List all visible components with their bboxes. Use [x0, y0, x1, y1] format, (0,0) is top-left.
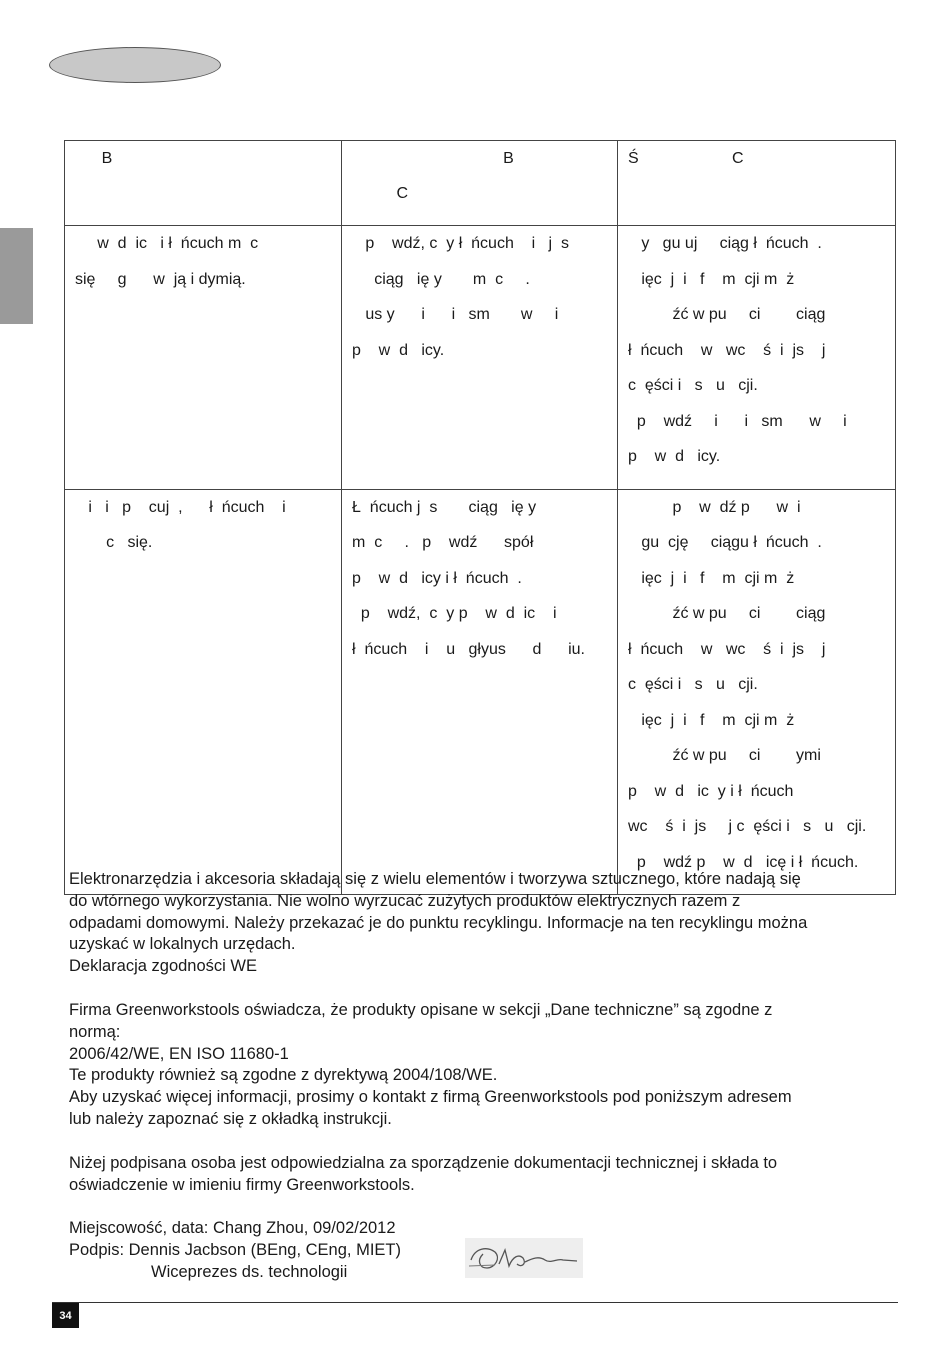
recycling-line: do wtórnego wykorzystania. Nie wolno wyrzucać zużytych produktów elektrycznych razem z — [69, 891, 741, 910]
cell-solution — [618, 226, 896, 490]
language-side-tab — [0, 228, 33, 324]
header-cell-solution — [618, 141, 896, 226]
declaration-line: 2006/42/WE, EN ISO 11680-1 — [69, 1044, 289, 1063]
cell-line: ł ńcuch w wc ś i js j — [628, 341, 826, 359]
cell-line: w d ic i ł ńcuch m c — [75, 235, 259, 252]
cell-line: p w d icy. — [628, 448, 721, 465]
header-cell-problem — [65, 141, 342, 226]
cell-line: ł ńcuch w wc ś i js j — [628, 640, 826, 658]
cell-line: m c . p wdź spół — [352, 534, 534, 551]
cell-line: źć w pu ci ymi — [628, 747, 821, 764]
recycling-line: Elektronarzędzia i akcesoria składają się z wielu elementów i tworzywa sztucznego, które nadają się — [69, 870, 801, 888]
cell-line: ięc j i f m cji m ż — [628, 270, 795, 288]
cell-line: p wdź, c y ł ńcuch i j s — [352, 235, 569, 252]
cell-solution — [618, 489, 896, 895]
table-row — [65, 489, 896, 895]
responsible-line: Niżej podpisana osoba jest odpowiedzialna za sporządzenie dokumentacji technicznej i składa to — [69, 1153, 778, 1172]
cell-line: ięc j i f m cji m ż — [628, 711, 795, 729]
cell-line: p w d icy. — [352, 341, 445, 359]
signature-line: Podpis: Dennis Jacbson (BEng, CEng, MIET) — [69, 1241, 401, 1260]
cell-problem — [65, 226, 342, 490]
cell-line: p w d icy i ł ńcuch . — [352, 569, 522, 587]
header-line: B — [352, 150, 514, 167]
table-row — [65, 226, 896, 490]
cell-line: c ęści i s u cji. — [628, 676, 758, 693]
cell-problem — [65, 489, 342, 895]
signature-image — [465, 1238, 583, 1278]
declaration-line: Te produkty również są zgodne z dyrektywą 2004/108/WE. — [69, 1066, 498, 1085]
cell-line: ięc j i f m cji m ż — [628, 569, 795, 587]
cell-cause — [342, 226, 618, 490]
declaration-line: Aby uzyskać więcej informacji, prosimy o kontakt z firmą Greenworkstools pod poniższym adresem — [69, 1088, 792, 1107]
table-header-row — [65, 141, 896, 226]
cell-line: Ł ńcuch j s ciąg ię y — [352, 498, 537, 516]
declaration-line: lub należy zapoznać się z okładką instrukcji. — [69, 1109, 392, 1128]
header-line: B — [75, 150, 113, 167]
cell-line: c się. — [75, 534, 153, 551]
section-oval-marker — [49, 47, 221, 83]
declaration-title: Deklaracja zgodności WE — [69, 957, 257, 976]
cell-cause — [342, 489, 618, 895]
declaration-line: normą: — [69, 1022, 121, 1041]
header-line: C — [352, 185, 409, 202]
recycling-line: odpadami domowymi. Należy przekazać je do punktu recyklingu. Informacje na ten recyklingu można — [69, 913, 808, 932]
cell-line: p wdź, c y p w d ic i — [352, 605, 557, 622]
cell-line: p w d ic y i ł ńcuch — [628, 782, 794, 800]
cell-line: y gu uj ciąg ł ńcuch . — [628, 235, 822, 252]
page-number: 34 — [52, 1303, 79, 1328]
cell-line: p wdź p w d icę i ł ńcuch. — [628, 853, 859, 871]
cell-line: us y i i sm w i — [352, 306, 559, 323]
place-date: Miejscowość, data: Chang Zhou, 09/02/2012 — [69, 1219, 396, 1238]
signatory-position: Wiceprezes ds. technologii — [151, 1262, 348, 1281]
recycling-line: uzyskać w lokalnych urzędach. — [69, 935, 296, 954]
body-text — [69, 869, 889, 1284]
cell-line: p w dź p w i — [628, 498, 801, 516]
cell-line: się g w ją i dymią. — [75, 270, 246, 288]
cell-line: ł ńcuch i u głyus d iu. — [352, 640, 585, 658]
cell-line: źć w pu ci ciąg — [628, 306, 826, 323]
header-cell-cause — [342, 141, 618, 226]
responsible-line: oświadczenie w imieniu firmy Greenworkstools. — [69, 1175, 415, 1194]
cell-line: i i p cuj , ł ńcuch i — [75, 498, 286, 516]
cell-line: gu cję ciągu ł ńcuch . — [628, 534, 822, 551]
declaration-line: Firma Greenworkstools oświadcza, że produkty opisane w sekcji „Dane techniczne” są zgodne z — [69, 1000, 773, 1019]
cell-line: ciąg ię y m c . — [352, 270, 530, 288]
footer-divider — [52, 1302, 898, 1303]
cell-line: wc ś i js j c ęści i s u cji. — [628, 818, 867, 835]
troubleshooting-table — [64, 140, 896, 895]
cell-line: p wdź i i sm w i — [628, 412, 847, 430]
cell-line: c ęści i s u cji. — [628, 377, 758, 394]
cell-line: źć w pu ci ciąg — [628, 605, 826, 622]
header-line: Ś C — [628, 150, 744, 167]
signature-scribble-icon — [465, 1238, 583, 1278]
